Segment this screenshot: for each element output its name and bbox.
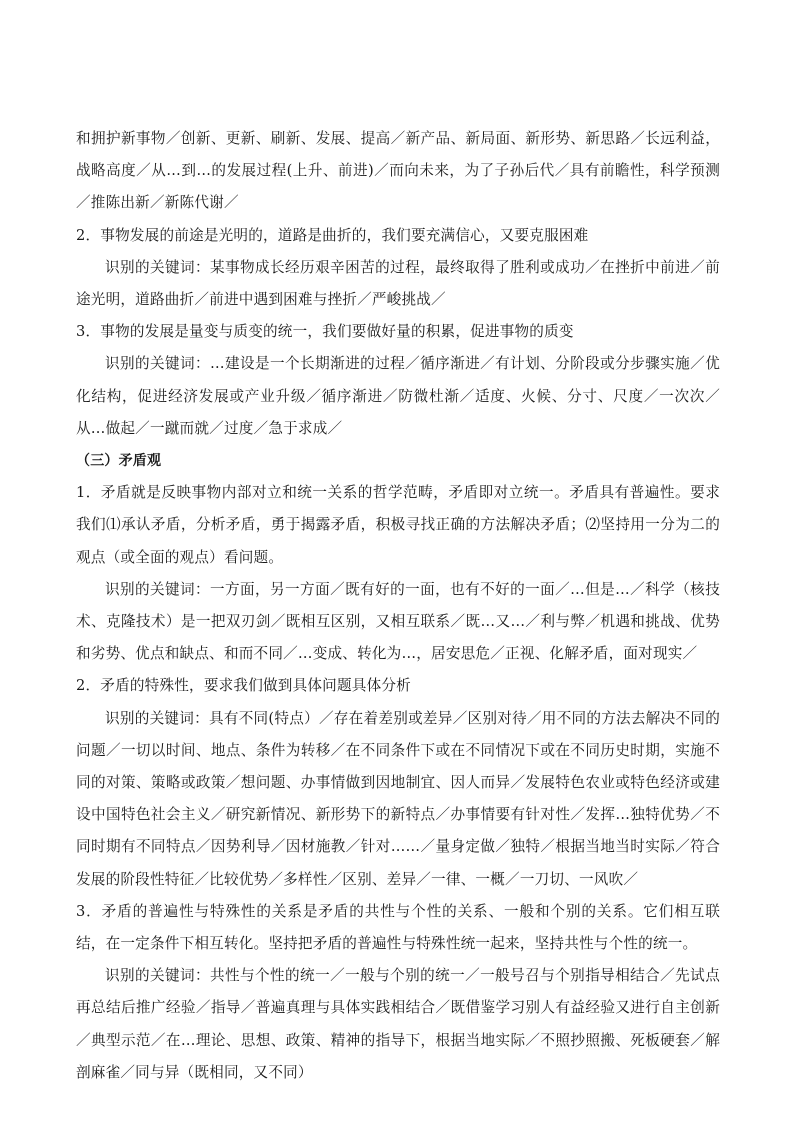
section-heading-contradiction-view: （三）矛盾观 bbox=[76, 453, 162, 470]
keywords-contradiction-point-1: 识别的关键词：一方面，另一方面／既有好的一面，也有不好的一面／…但是…／科学（核技术、克隆技术）是一把双刃剑／既相互区别，又相互联系／既…又…／利与弊／机遇和挑战、优势和劣势、优点和缺点、和而不同／…变成、转化为…，居安思危／正视、化解矛盾，面对现实／ bbox=[76, 580, 720, 663]
keywords-contradiction-point-2: 识别的关键词：具有不同(特点）／存在着差别或差异／区别对待／用不同的方法去解决不同的问题／一切以时间、地点、条件为转移／在不同条件下或在不同情况下或在不同历史时期，实施不同的对策、策略或政策／想问题、办事情做到因地制宜、因人而异／发展特色农业或特色经济或建设中国特色社会主义／研究新情况、新形势下的新特点／办事情要有针对性／发挥…独特优势／不同时期有不同特点／因势利导／因材施教／针对……／量身定做／独特／根据当地当时实际／符合发展的阶段性特征／比较优势／多样性／区别、差异／一律、一概／一刀切、一风吹／ bbox=[76, 709, 720, 888]
keywords-point-3: 识别的关键词：…建设是一个长期渐进的过程／循序渐进／有计划、分阶段或分步骤实施／优化结构，促进经济发展或产业升级／循序渐进／防微杜渐／适度、火候、分寸、尺度／一次次／从…做起／一蹴而就／过度／急于求成／ bbox=[76, 355, 720, 437]
contradiction-point-1-universality: 1．矛盾就是反映事物内部对立和统一关系的哲学范畴，矛盾即对立统一。矛盾具有普遍性。要求我们⑴承认矛盾，分析矛盾，勇于揭露矛盾，积极寻找正确的方法解决矛盾；⑵坚持用一分为二的观点（或全面的观点）看问题。 bbox=[76, 484, 720, 566]
point-3-quantitative-qualitative-change: 3．事物的发展是量变与质变的统一，我们要做好量的积累，促进事物的质变 bbox=[76, 323, 574, 341]
keywords-point-2: 识别的关键词：某事物成长经历艰辛困苦的过程，最终取得了胜利或成功／在挫折中前进／前途光明，道路曲折／前进中遇到困难与挫折／严峻挑战／ bbox=[76, 258, 720, 309]
contradiction-point-2-particularity: 2．矛盾的特殊性，要求我们做到具体问题具体分析 bbox=[76, 677, 411, 695]
paragraph-development-keywords-continued: 和拥护新事物／创新、更新、刷新、发展、提高／新产品、新局面、新形势、新思路／长远利益，战略高度／从…到…的发展过程(上升、前进)／而向未来，为了子孙后代／具有前瞻性，科学预测／推陈出新／新陈代谢／ bbox=[76, 130, 720, 212]
point-2-development-prospects: 2．事物发展的前途是光明的，道路是曲折的，我们要充满信心，又要克服困难 bbox=[76, 226, 589, 244]
document-page bbox=[76, 123, 720, 1089]
contradiction-point-3-universality-particularity: 3．矛盾的普遍性与特殊性的关系是矛盾的共性与个性的关系、一般和个别的关系。它们相互联结，在一定条件下相互转化。坚持把矛盾的普遍性与特殊性统一起来，坚持共性与个性的统一。 bbox=[76, 902, 720, 953]
keywords-contradiction-point-3: 识别的关键词：共性与个性的统一／一般与个别的统一／一般号召与个别指导相结合／先试点再总结后推广经验／指导／普遍真理与具体实践相结合／既借鉴学习别人有益经验又进行自主创新／典型示范／在…理论、思想、政策、精神的指导下，根据当地实际／不照抄照搬、死板硬套／解剖麻雀／同与异（既相同，又不同） bbox=[76, 967, 720, 1081]
